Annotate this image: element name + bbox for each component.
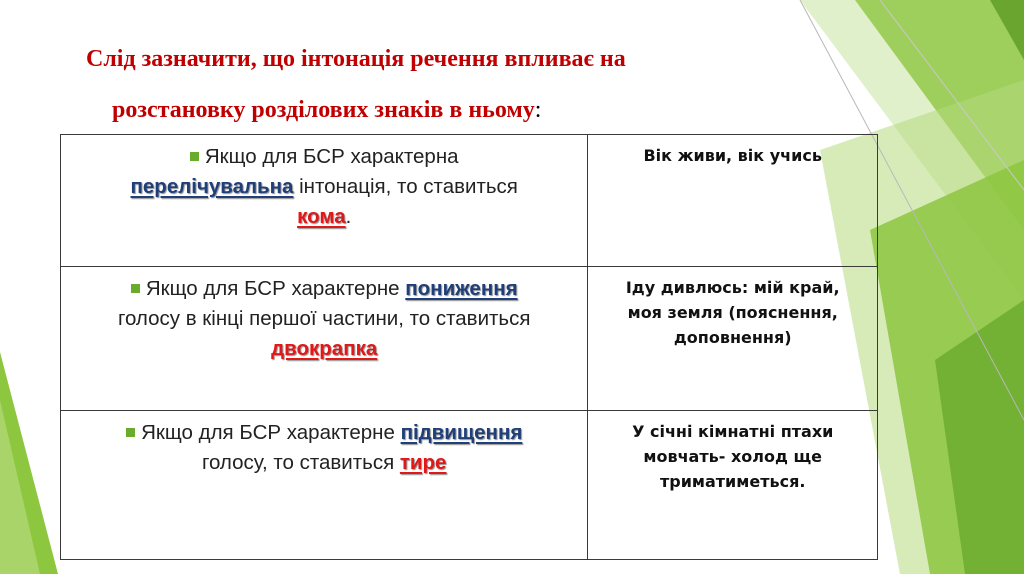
example-sentence: Іду дивлюсь: мій край, моя земля (пояснення, доповнення) (625, 278, 840, 347)
square-bullet-icon (190, 152, 199, 161)
punctuation-mark-name: двокрапка (271, 337, 378, 360)
table-row (61, 135, 878, 267)
punctuation-mark-name: тире (399, 451, 447, 474)
rule-text: Якщо для БСР характерна (204, 145, 459, 168)
rule-end: . (345, 205, 352, 228)
intonation-keyword: підвищення (400, 421, 523, 444)
example-sentence: У січні кімнатні птахи мовчать- холод ще триматиметься. (632, 422, 834, 491)
rule-text: Якщо для БСР характерне (141, 421, 395, 444)
example-cell (588, 267, 878, 411)
table-row (61, 267, 878, 411)
slide-title-line-1: Слід зазначити, що інтонація речення впливає на (86, 46, 626, 72)
rule-text: голосу в кінці першої частини, то ставиться (117, 307, 531, 330)
rule-cell (61, 135, 588, 267)
rule-text: інтонація, то ставиться (299, 175, 518, 198)
rule-cell (61, 411, 588, 560)
rule-text: голосу, то ставиться (201, 451, 395, 474)
example-sentence: Вік живи, вік учись (643, 146, 822, 165)
slide-title-line-2 (112, 93, 541, 127)
title-line-2-text: розстановку розділових знаків в ньому (112, 97, 535, 123)
table-row (61, 411, 878, 560)
title-colon: : (534, 97, 542, 123)
intonation-keyword: пониження (405, 277, 518, 300)
intonation-table (60, 134, 878, 560)
rule-cell (61, 267, 588, 411)
punctuation-mark-name: кома (297, 205, 346, 228)
square-bullet-icon (126, 428, 135, 437)
square-bullet-icon (131, 284, 140, 293)
example-cell (588, 135, 878, 267)
example-cell (588, 411, 878, 560)
rule-text: Якщо для БСР характерне (145, 277, 400, 300)
intonation-keyword: перелічувальна (130, 175, 294, 198)
